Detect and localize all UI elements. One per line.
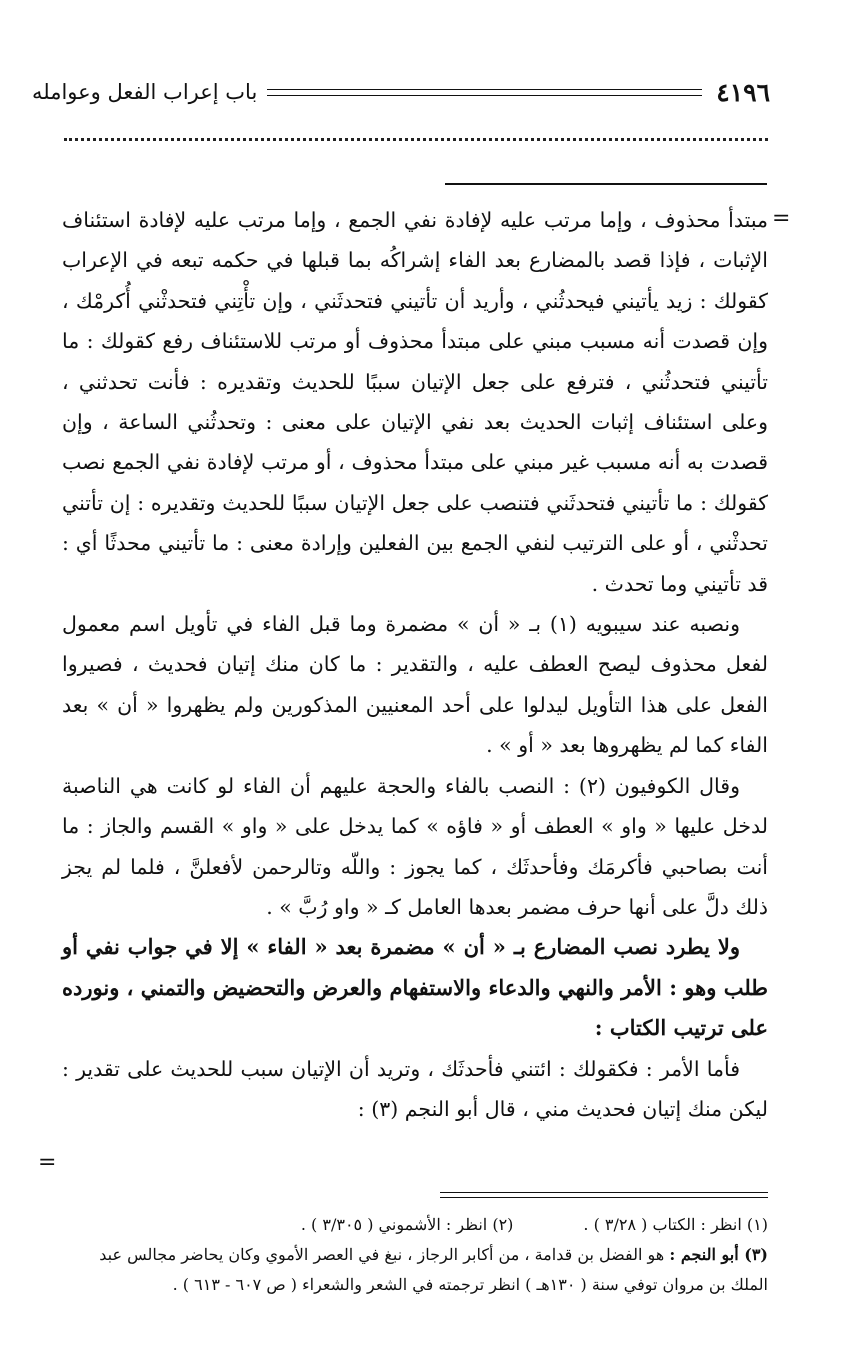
footnotes bbox=[62, 1210, 768, 1300]
footnote-3-text: هو الفضل بن قدامة ، من أكابر الرجاز ، نبغ في العصر الأموي وكان يحاضر مجالس عبد الملك بن مروان توفي سنة ( ١٣٠هـ ) انظر ترجمته في الشعر والشعراء ( ص ٦٠٧ - ٦١٣ ) . bbox=[99, 1245, 768, 1294]
footnote-rule-2 bbox=[440, 1197, 768, 1198]
paragraph-amr: فأما الأمر : فكقولك : ائتني فأحدثَك ، وتريد أن الإتيان سبب للحديث على تقدير : ليكن منك إتيان فحديث مني ، قال أبو النجم (٣) : bbox=[62, 1056, 768, 1121]
chapter-title: باب إعراب الفعل وعوامله bbox=[32, 80, 258, 104]
footnote-3-label: (٣) أبو النجم : bbox=[669, 1245, 768, 1264]
dotted-separator bbox=[64, 138, 768, 141]
footnote-rule-1 bbox=[440, 1192, 768, 1193]
header-double-rule bbox=[267, 89, 702, 96]
paragraph-continued: مبتدأ محذوف ، وإما مرتب عليه لإفادة نفي الجمع ، وإما مرتب عليه لإفادة استئناف الإثبات ، فإذا قصد بالمضارع بعد الفاء إشراكُه بما قبلها في حكمه تبعه في الإعراب كقولك : زيد يأتيني فيحدثُني ، وأريد أن تأتيني فتحدثَني ، وإن تأْتِني فتحدثْني أُكرمْك ، وإن قصدت أنه مسبب مبني على مبتدأ محذوف أو مرتب للاستئناف رفع كقولك : ما تأتيني فتحدثُني ، فترفع على جعل الإتيان سببًا للحديث وتقديره : فأنت تحدثني ، وعلى استئناف إثبات الحديث بعد نفي الإتيان على معنى : وتحدثُني الساعة ، وإن قصدت به أنه مسبب غير مبني على مبتدأ محذوف ، أو مرتب لإفادة نفي الجمع نصب كقولك : ما تأتيني فتحدثَني فتنصب على جعل الإتيان سببًا للحديث وتقديره : إن تأتني تحدثْني ، أو على الترتيب لنفي الجمع بين الفعلين وإرادة معنى : ما تأتيني محدثًا أي : قد تأتيني وما تحدث . bbox=[62, 208, 768, 596]
main-text bbox=[62, 200, 768, 1129]
footnote-1: (١) انظر : الكتاب ( ٣/٢٨ ) . bbox=[583, 1215, 768, 1234]
footnote-2: (٢) انظر : الأشموني ( ٣/٣٠٥ ) . bbox=[300, 1215, 514, 1234]
page-number: ٤١٩٦ bbox=[716, 77, 770, 107]
continuation-mark-bottom: = bbox=[38, 1150, 57, 1175]
paragraph-kufiyyun: وقال الكوفيون (٢) : النصب بالفاء والحجة عليهم أن الفاء لو كانت هي الناصبة لدخل عليها « واو » العطف أو « فاؤه » كما يدخل على « واو » القسم والجاز : ما أنت بصاحبي فأكرمَك وفأحدثَك ، كما يجوز : واللّه وتالرحمن لأفعلنَّ ، فلما لم يجز ذلك دلَّ على أنها حرف مضمر بعدها العامل كـ « واو رُبَّ » . bbox=[62, 773, 768, 919]
continuation-rule bbox=[445, 183, 767, 185]
footnote-row bbox=[62, 1210, 768, 1240]
continuation-mark-top: = bbox=[772, 206, 791, 231]
footnote-3 bbox=[62, 1240, 768, 1300]
paragraph-sibawayh: ونصبه عند سيبويه (١) بـ « أن » مضمرة وما قبل الفاء في تأويل اسم معمول لفعل محذوف ليصح العطف عليه ، والتقدير : ما كان منك إتيان فحديث ، فصيروا الفعل على هذا التأويل ليدلوا على أحد المعنيين المذكورين ولم يظهروا « أن » بعد الفاء كما لم يظهروها بعد « أو » . bbox=[62, 612, 768, 758]
paragraph-rule: ولا يطرد نصب المضارع بـ « أن » مضمرة بعد « الفاء » إلا في جواب نفي أو طلب وهو : الأمر والنهي والدعاء والاستفهام والعرض والتحضيض والتمني ، ونورده على ترتيب الكتاب : bbox=[62, 934, 768, 1041]
page-header bbox=[32, 78, 770, 106]
